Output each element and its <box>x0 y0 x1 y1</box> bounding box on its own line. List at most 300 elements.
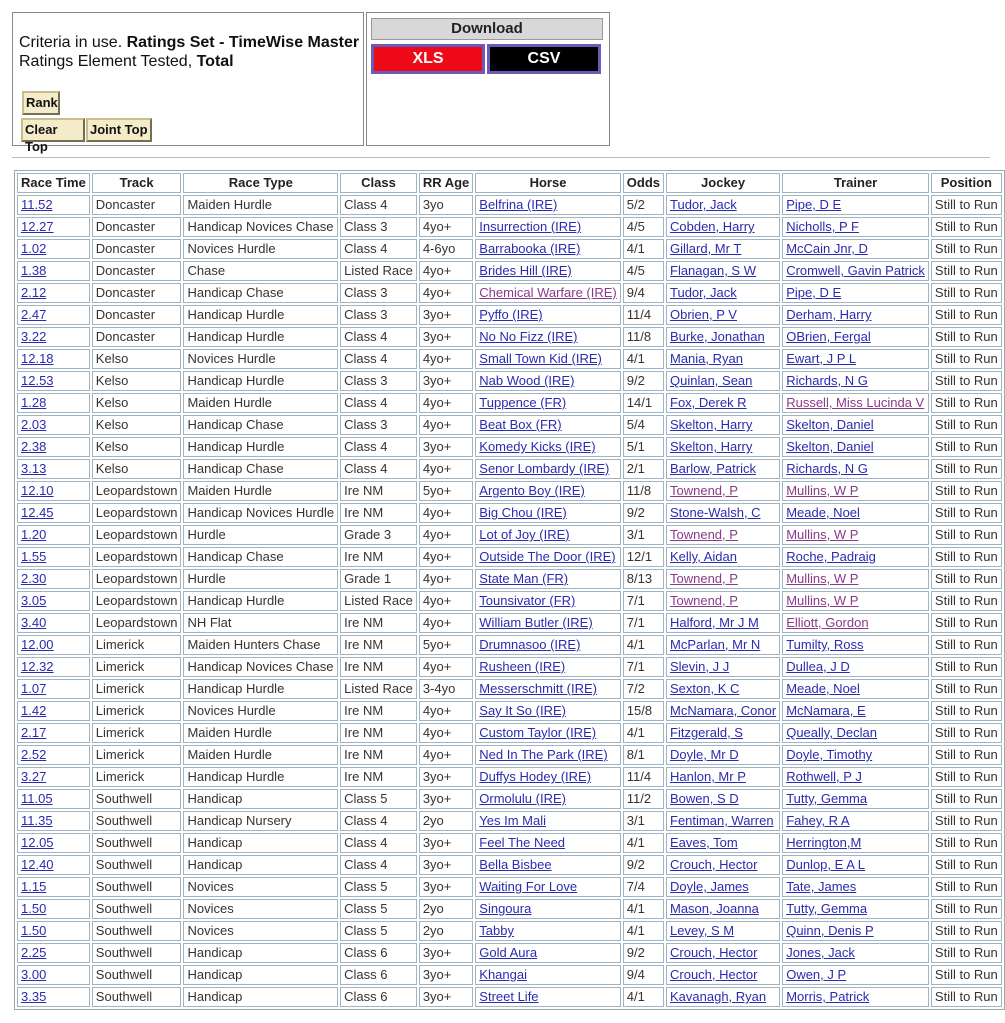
table-row <box>17 415 1002 435</box>
horse-link[interactable]: Khangai <box>479 967 527 982</box>
trainer-link[interactable]: McCain Jnr, D <box>786 241 868 256</box>
table-row <box>17 481 1002 501</box>
trainer-link[interactable]: Meade, Noel <box>786 505 860 520</box>
clear-top-button[interactable]: Clear Top <box>21 118 85 142</box>
horse-link[interactable]: Belfrina (IRE) <box>479 197 558 212</box>
track-cell: Southwell <box>92 965 182 985</box>
race-time-link[interactable]: 12.53 <box>21 373 54 388</box>
column-header-track: Track <box>92 173 182 193</box>
race-type-cell: Hurdle <box>183 569 338 589</box>
horse-cell <box>475 503 620 523</box>
horse-cell <box>475 921 620 941</box>
jockey-link[interactable]: Mason, Joanna <box>670 901 759 916</box>
joint-top-button[interactable]: Joint Top <box>86 118 152 142</box>
csv-download-button[interactable]: CSV <box>487 44 601 74</box>
trainer-cell <box>782 943 929 963</box>
race-time-cell <box>17 393 90 413</box>
jockey-cell <box>666 415 780 435</box>
trainer-link[interactable]: Tutty, Gemma <box>786 901 868 916</box>
horse-link[interactable]: Beat Box (FR) <box>479 417 562 432</box>
column-header-rr-age: RR Age <box>419 173 473 193</box>
horse-link[interactable]: Street Life <box>479 989 539 1004</box>
race-time-cell <box>17 459 90 479</box>
trainer-cell <box>782 239 929 259</box>
horse-link[interactable]: Duffys Hodey (IRE) <box>479 769 592 784</box>
race-time-link[interactable]: 1.50 <box>21 901 47 916</box>
jockey-cell <box>666 635 780 655</box>
rr-age-cell: 3yo+ <box>419 437 473 457</box>
rr-age-cell: 4yo+ <box>419 591 473 611</box>
track-cell: Southwell <box>92 855 182 875</box>
horse-link[interactable]: Brides Hill (IRE) <box>479 263 572 278</box>
trainer-link[interactable]: Pipe, D E <box>786 197 842 212</box>
race-type-cell: Handicap <box>183 943 338 963</box>
jockey-link[interactable]: Barlow, Patrick <box>670 461 756 476</box>
horse-link[interactable]: Ormolulu (IRE) <box>479 791 566 806</box>
trainer-cell <box>782 613 929 633</box>
jockey-cell <box>666 833 780 853</box>
race-time-link[interactable]: 2.17 <box>21 725 47 740</box>
jockey-link[interactable]: Flanagan, S W <box>670 263 756 278</box>
race-time-link[interactable]: 2.52 <box>21 747 47 762</box>
trainer-link[interactable]: Dullea, J D <box>786 659 850 674</box>
race-time-cell <box>17 371 90 391</box>
table-row <box>17 767 1002 787</box>
jockey-link[interactable]: Crouch, Hector <box>670 967 758 982</box>
horse-link[interactable]: Small Town Kid (IRE) <box>479 351 602 366</box>
horse-cell <box>475 195 620 215</box>
position-cell: Still to Run <box>931 393 1002 413</box>
race-type-cell: Handicap Hurdle <box>183 437 338 457</box>
odds-cell: 9/4 <box>623 283 664 303</box>
jockey-cell <box>666 217 780 237</box>
odds-cell: 3/1 <box>623 525 664 545</box>
race-time-link[interactable]: 1.50 <box>21 923 47 938</box>
track-cell: Southwell <box>92 877 182 897</box>
race-time-link[interactable]: 12.40 <box>21 857 54 872</box>
track-cell: Doncaster <box>92 283 182 303</box>
jockey-cell <box>666 305 780 325</box>
jockey-link[interactable]: Skelton, Harry <box>670 439 753 454</box>
horse-link[interactable]: No No Fizz (IRE) <box>479 329 578 344</box>
trainer-link[interactable]: Herrington,M <box>786 835 862 850</box>
horse-link[interactable]: Singoura <box>479 901 532 916</box>
trainer-link[interactable]: Skelton, Daniel <box>786 439 874 454</box>
horse-link[interactable]: Messerschmitt (IRE) <box>479 681 598 696</box>
track-cell: Doncaster <box>92 217 182 237</box>
class-cell: Grade 1 <box>340 569 417 589</box>
odds-cell: 15/8 <box>623 701 664 721</box>
trainer-link[interactable]: Mullins, W P <box>786 571 859 586</box>
jockey-link[interactable]: Cobden, Harry <box>670 219 755 234</box>
rr-age-cell: 3yo+ <box>419 327 473 347</box>
class-cell: Class 3 <box>340 217 417 237</box>
trainer-cell <box>782 811 929 831</box>
jockey-link[interactable]: Crouch, Hector <box>670 945 758 960</box>
download-panel <box>366 12 610 146</box>
jockey-cell <box>666 723 780 743</box>
class-cell: Class 5 <box>340 877 417 897</box>
race-time-link[interactable]: 12.27 <box>21 219 54 234</box>
race-time-link[interactable]: 3.40 <box>21 615 47 630</box>
jockey-link[interactable]: Slevin, J J <box>670 659 730 674</box>
rr-age-cell: 4yo+ <box>419 657 473 677</box>
table-row <box>17 437 1002 457</box>
trainer-cell <box>782 349 929 369</box>
position-cell: Still to Run <box>931 591 1002 611</box>
class-cell: Class 4 <box>340 239 417 259</box>
jockey-link[interactable]: Stone-Walsh, C <box>670 505 761 520</box>
horse-link[interactable]: Pyffo (IRE) <box>479 307 543 322</box>
jockey-link[interactable]: Quinlan, Sean <box>670 373 753 388</box>
jockey-cell <box>666 591 780 611</box>
race-time-link[interactable]: 3.27 <box>21 769 47 784</box>
trainer-link[interactable]: McNamara, E <box>786 703 866 718</box>
horse-cell <box>475 481 620 501</box>
trainer-link[interactable]: Doyle, Timothy <box>786 747 873 762</box>
odds-cell: 11/8 <box>623 327 664 347</box>
trainer-link[interactable]: Skelton, Daniel <box>786 417 874 432</box>
trainer-link[interactable]: Mullins, W P <box>786 483 859 498</box>
jockey-link[interactable]: Townend, P <box>670 593 738 608</box>
class-cell: Class 3 <box>340 283 417 303</box>
race-time-link[interactable]: 3.35 <box>21 989 47 1004</box>
jockey-link[interactable]: Doyle, James <box>670 879 749 894</box>
race-time-link[interactable]: 2.38 <box>21 439 47 454</box>
horse-link[interactable]: Big Chou (IRE) <box>479 505 567 520</box>
race-time-cell <box>17 767 90 787</box>
position-cell: Still to Run <box>931 349 1002 369</box>
race-time-link[interactable]: 2.30 <box>21 571 47 586</box>
jockey-link[interactable]: Eaves, Tom <box>670 835 738 850</box>
horse-link[interactable]: Lot of Joy (IRE) <box>479 527 570 542</box>
jockey-cell <box>666 943 780 963</box>
jockey-link[interactable]: Tudor, Jack <box>670 197 737 212</box>
trainer-link[interactable]: Elliott, Gordon <box>786 615 869 630</box>
race-time-link[interactable]: 3.00 <box>21 967 47 982</box>
race-time-link[interactable]: 1.55 <box>21 549 47 564</box>
horse-link[interactable]: Say It So (IRE) <box>479 703 566 718</box>
track-cell: Doncaster <box>92 195 182 215</box>
horse-link[interactable]: Chemical Warfare (IRE) <box>479 285 617 300</box>
rr-age-cell: 3yo+ <box>419 987 473 1007</box>
table-row <box>17 547 1002 567</box>
table-row <box>17 569 1002 589</box>
track-cell: Southwell <box>92 789 182 809</box>
trainer-cell <box>782 503 929 523</box>
trainer-link[interactable]: Tumilty, Ross <box>786 637 864 652</box>
jockey-link[interactable]: Gillard, Mr T <box>670 241 742 256</box>
horse-link[interactable]: Senor Lombardy (IRE) <box>479 461 610 476</box>
race-type-cell: Novices Hurdle <box>183 701 338 721</box>
track-cell: Kelso <box>92 371 182 391</box>
jockey-cell <box>666 459 780 479</box>
race-time-link[interactable]: 1.20 <box>21 527 47 542</box>
jockey-link[interactable]: Hanlon, Mr P <box>670 769 746 784</box>
race-type-cell: Handicap Novices Chase <box>183 217 338 237</box>
odds-cell: 4/1 <box>623 239 664 259</box>
horse-link[interactable]: Nab Wood (IRE) <box>479 373 575 388</box>
position-cell: Still to Run <box>931 613 1002 633</box>
race-type-cell: Handicap <box>183 789 338 809</box>
table-row <box>17 591 1002 611</box>
jockey-cell <box>666 767 780 787</box>
jockey-link[interactable]: Bowen, S D <box>670 791 739 806</box>
horse-link[interactable]: Insurrection (IRE) <box>479 219 582 234</box>
trainer-link[interactable]: Owen, J P <box>786 967 847 982</box>
criteria-line-2 <box>19 53 234 71</box>
jockey-link[interactable]: Kavanagh, Ryan <box>670 989 767 1004</box>
race-time-link[interactable]: 12.05 <box>21 835 54 850</box>
rr-age-cell: 4yo+ <box>419 613 473 633</box>
jockey-cell <box>666 569 780 589</box>
table-row <box>17 217 1002 237</box>
race-time-link[interactable]: 2.03 <box>21 417 47 432</box>
odds-cell: 11/4 <box>623 305 664 325</box>
jockey-link[interactable]: Kelly, Aidan <box>670 549 737 564</box>
race-type-cell: Handicap Hurdle <box>183 305 338 325</box>
race-time-link[interactable]: 3.22 <box>21 329 47 344</box>
race-time-link[interactable]: 12.45 <box>21 505 54 520</box>
race-time-link[interactable]: 2.47 <box>21 307 47 322</box>
race-time-cell <box>17 855 90 875</box>
horse-link[interactable]: Outside The Door (IRE) <box>479 549 616 564</box>
odds-cell: 11/2 <box>623 789 664 809</box>
race-type-cell: Maiden Hurdle <box>183 481 338 501</box>
jockey-link[interactable]: Obrien, P V <box>670 307 737 322</box>
rr-age-cell: 4yo+ <box>419 569 473 589</box>
horse-link[interactable]: Yes Im Mali <box>479 813 546 828</box>
race-time-link[interactable]: 1.15 <box>21 879 47 894</box>
race-time-cell <box>17 723 90 743</box>
trainer-link[interactable]: Derham, Harry <box>786 307 872 322</box>
jockey-link[interactable]: Townend, P <box>670 527 738 542</box>
horse-cell <box>475 987 620 1007</box>
horse-cell <box>475 745 620 765</box>
horse-link[interactable]: State Man (FR) <box>479 571 569 586</box>
trainer-link[interactable]: Ewart, J P L <box>786 351 857 366</box>
position-cell: Still to Run <box>931 481 1002 501</box>
race-time-link[interactable]: 1.42 <box>21 703 47 718</box>
rr-age-cell: 3yo+ <box>419 877 473 897</box>
jockey-cell <box>666 789 780 809</box>
jockey-link[interactable]: Fitzgerald, S <box>670 725 743 740</box>
horse-link[interactable]: Bella Bisbee <box>479 857 552 872</box>
rr-age-cell: 4yo+ <box>419 745 473 765</box>
trainer-link[interactable]: Jones, Jack <box>786 945 855 960</box>
jockey-cell <box>666 855 780 875</box>
horse-cell <box>475 943 620 963</box>
jockey-link[interactable]: Levey, S M <box>670 923 735 938</box>
horse-cell <box>475 811 620 831</box>
table-row <box>17 349 1002 369</box>
race-time-link[interactable]: 1.38 <box>21 263 47 278</box>
rr-age-cell: 3yo+ <box>419 789 473 809</box>
jockey-link[interactable]: McNamara, Conor <box>670 703 777 718</box>
table-row <box>17 613 1002 633</box>
trainer-cell <box>782 261 929 281</box>
position-cell: Still to Run <box>931 327 1002 347</box>
race-time-link[interactable]: 3.13 <box>21 461 47 476</box>
trainer-cell <box>782 855 929 875</box>
horse-link[interactable]: Gold Aura <box>479 945 538 960</box>
jockey-link[interactable]: Sexton, K C <box>670 681 740 696</box>
horse-link[interactable]: Tounsivator (FR) <box>479 593 576 608</box>
position-cell: Still to Run <box>931 679 1002 699</box>
trainer-link[interactable]: Tutty, Gemma <box>786 791 868 806</box>
column-header-race-type: Race Type <box>183 173 338 193</box>
race-time-cell <box>17 481 90 501</box>
jockey-cell <box>666 481 780 501</box>
rr-age-cell: 3-4yo <box>419 679 473 699</box>
position-cell: Still to Run <box>931 657 1002 677</box>
table-row <box>17 987 1002 1007</box>
horse-cell <box>475 261 620 281</box>
jockey-cell <box>666 745 780 765</box>
horse-cell <box>475 701 620 721</box>
trainer-link[interactable]: Cromwell, Gavin Patrick <box>786 263 925 278</box>
jockey-link[interactable]: Skelton, Harry <box>670 417 753 432</box>
odds-cell: 5/2 <box>623 195 664 215</box>
race-time-link[interactable]: 12.18 <box>21 351 54 366</box>
jockey-link[interactable]: Townend, P <box>670 483 738 498</box>
horse-link[interactable]: Rusheen (IRE) <box>479 659 566 674</box>
rr-age-cell: 3yo+ <box>419 371 473 391</box>
table-row <box>17 657 1002 677</box>
trainer-link[interactable]: Mullins, W P <box>786 527 859 542</box>
trainer-link[interactable]: Tate, James <box>786 879 857 894</box>
jockey-link[interactable]: Townend, P <box>670 571 738 586</box>
race-time-link[interactable]: 3.05 <box>21 593 47 608</box>
horse-cell <box>475 635 620 655</box>
jockey-link[interactable]: Crouch, Hector <box>670 857 758 872</box>
trainer-link[interactable]: Mullins, W P <box>786 593 859 608</box>
trainer-link[interactable]: Russell, Miss Lucinda V <box>786 395 925 410</box>
jockey-link[interactable]: Doyle, Mr D <box>670 747 739 762</box>
horse-link[interactable]: Waiting For Love <box>479 879 578 894</box>
race-time-cell <box>17 305 90 325</box>
jockey-cell <box>666 437 780 457</box>
race-time-link[interactable]: 2.12 <box>21 285 47 300</box>
trainer-cell <box>782 459 929 479</box>
jockey-link[interactable]: Fentiman, Warren <box>670 813 774 828</box>
race-type-cell: Handicap Hurdle <box>183 591 338 611</box>
trainer-link[interactable]: Dunlop, E A L <box>786 857 865 872</box>
race-time-link[interactable]: 12.10 <box>21 483 54 498</box>
race-time-link[interactable]: 11.35 <box>21 813 53 828</box>
position-cell: Still to Run <box>931 877 1002 897</box>
horse-link[interactable]: Barrabooka (IRE) <box>479 241 581 256</box>
position-cell: Still to Run <box>931 965 1002 985</box>
trainer-cell <box>782 415 929 435</box>
jockey-link[interactable]: Tudor, Jack <box>670 285 737 300</box>
trainer-cell <box>782 195 929 215</box>
results-table <box>14 170 1005 1010</box>
rr-age-cell: 4yo+ <box>419 459 473 479</box>
track-cell: Leopardstown <box>92 613 182 633</box>
race-time-cell <box>17 899 90 919</box>
trainer-link[interactable]: Nicholls, P F <box>786 219 859 234</box>
jockey-cell <box>666 283 780 303</box>
race-time-link[interactable]: 1.02 <box>21 241 47 256</box>
trainer-link[interactable]: OBrien, Fergal <box>786 329 871 344</box>
trainer-link[interactable]: Pipe, D E <box>786 285 842 300</box>
jockey-link[interactable]: McParlan, Mr N <box>670 637 761 652</box>
xls-download-button[interactable]: XLS <box>371 44 485 74</box>
trainer-cell <box>782 217 929 237</box>
horse-link[interactable]: Feel The Need <box>479 835 566 850</box>
odds-cell: 4/1 <box>623 987 664 1007</box>
trainer-link[interactable]: Meade, Noel <box>786 681 860 696</box>
odds-cell: 5/4 <box>623 415 664 435</box>
race-time-link[interactable]: 12.00 <box>21 637 54 652</box>
race-time-link[interactable]: 11.52 <box>21 197 53 212</box>
rr-age-cell: 4yo+ <box>419 393 473 413</box>
class-cell: Grade 3 <box>340 525 417 545</box>
race-time-link[interactable]: 1.28 <box>21 395 47 410</box>
race-type-cell: Maiden Hurdle <box>183 723 338 743</box>
rr-age-cell: 4yo+ <box>419 349 473 369</box>
race-time-cell <box>17 965 90 985</box>
trainer-link[interactable]: Roche, Padraig <box>786 549 876 564</box>
table-row <box>17 789 1002 809</box>
horse-cell <box>475 591 620 611</box>
trainer-link[interactable]: Richards, N G <box>786 461 868 476</box>
race-time-link[interactable]: 11.05 <box>21 791 53 806</box>
horse-link[interactable]: Ned In The Park (IRE) <box>479 747 608 762</box>
position-cell: Still to Run <box>931 987 1002 1007</box>
horse-cell <box>475 327 620 347</box>
jockey-cell <box>666 679 780 699</box>
trainer-cell <box>782 481 929 501</box>
jockey-link[interactable]: Halford, Mr J M <box>670 615 759 630</box>
odds-cell: 4/1 <box>623 349 664 369</box>
horse-link[interactable]: Argento Boy (IRE) <box>479 483 585 498</box>
trainer-link[interactable]: Morris, Patrick <box>786 989 870 1004</box>
class-cell: Ire NM <box>340 635 417 655</box>
table-row <box>17 833 1002 853</box>
race-time-link[interactable]: 12.32 <box>21 659 54 674</box>
jockey-link[interactable]: Fox, Derek R <box>670 395 747 410</box>
trainer-link[interactable]: Richards, N G <box>786 373 868 388</box>
horse-link[interactable]: Komedy Kicks (IRE) <box>479 439 596 454</box>
table-row <box>17 459 1002 479</box>
race-time-link[interactable]: 2.25 <box>21 945 47 960</box>
jockey-link[interactable]: Burke, Jonathan <box>670 329 765 344</box>
odds-cell: 8/13 <box>623 569 664 589</box>
jockey-link[interactable]: Mania, Ryan <box>670 351 743 366</box>
table-row <box>17 283 1002 303</box>
results-body <box>17 195 1002 1007</box>
class-cell: Listed Race <box>340 261 417 281</box>
race-time-cell <box>17 437 90 457</box>
track-cell: Southwell <box>92 811 182 831</box>
horse-link[interactable]: Drumnasoo (IRE) <box>479 637 581 652</box>
race-type-cell: Handicap Chase <box>183 415 338 435</box>
trainer-link[interactable]: Fahey, R A <box>786 813 850 828</box>
class-cell: Class 6 <box>340 943 417 963</box>
trainer-link[interactable]: Rothwell, P J <box>786 769 862 784</box>
trainer-link[interactable]: Queally, Declan <box>786 725 878 740</box>
horse-link[interactable]: Custom Taylor (IRE) <box>479 725 597 740</box>
rank-button[interactable]: Rank <box>22 91 60 115</box>
horse-link[interactable]: Tabby <box>479 923 514 938</box>
horse-link[interactable]: William Butler (IRE) <box>479 615 593 630</box>
race-time-link[interactable]: 1.07 <box>21 681 47 696</box>
trainer-link[interactable]: Quinn, Denis P <box>786 923 874 938</box>
race-type-cell: Handicap <box>183 833 338 853</box>
horse-link[interactable]: Tuppence (FR) <box>479 395 567 410</box>
